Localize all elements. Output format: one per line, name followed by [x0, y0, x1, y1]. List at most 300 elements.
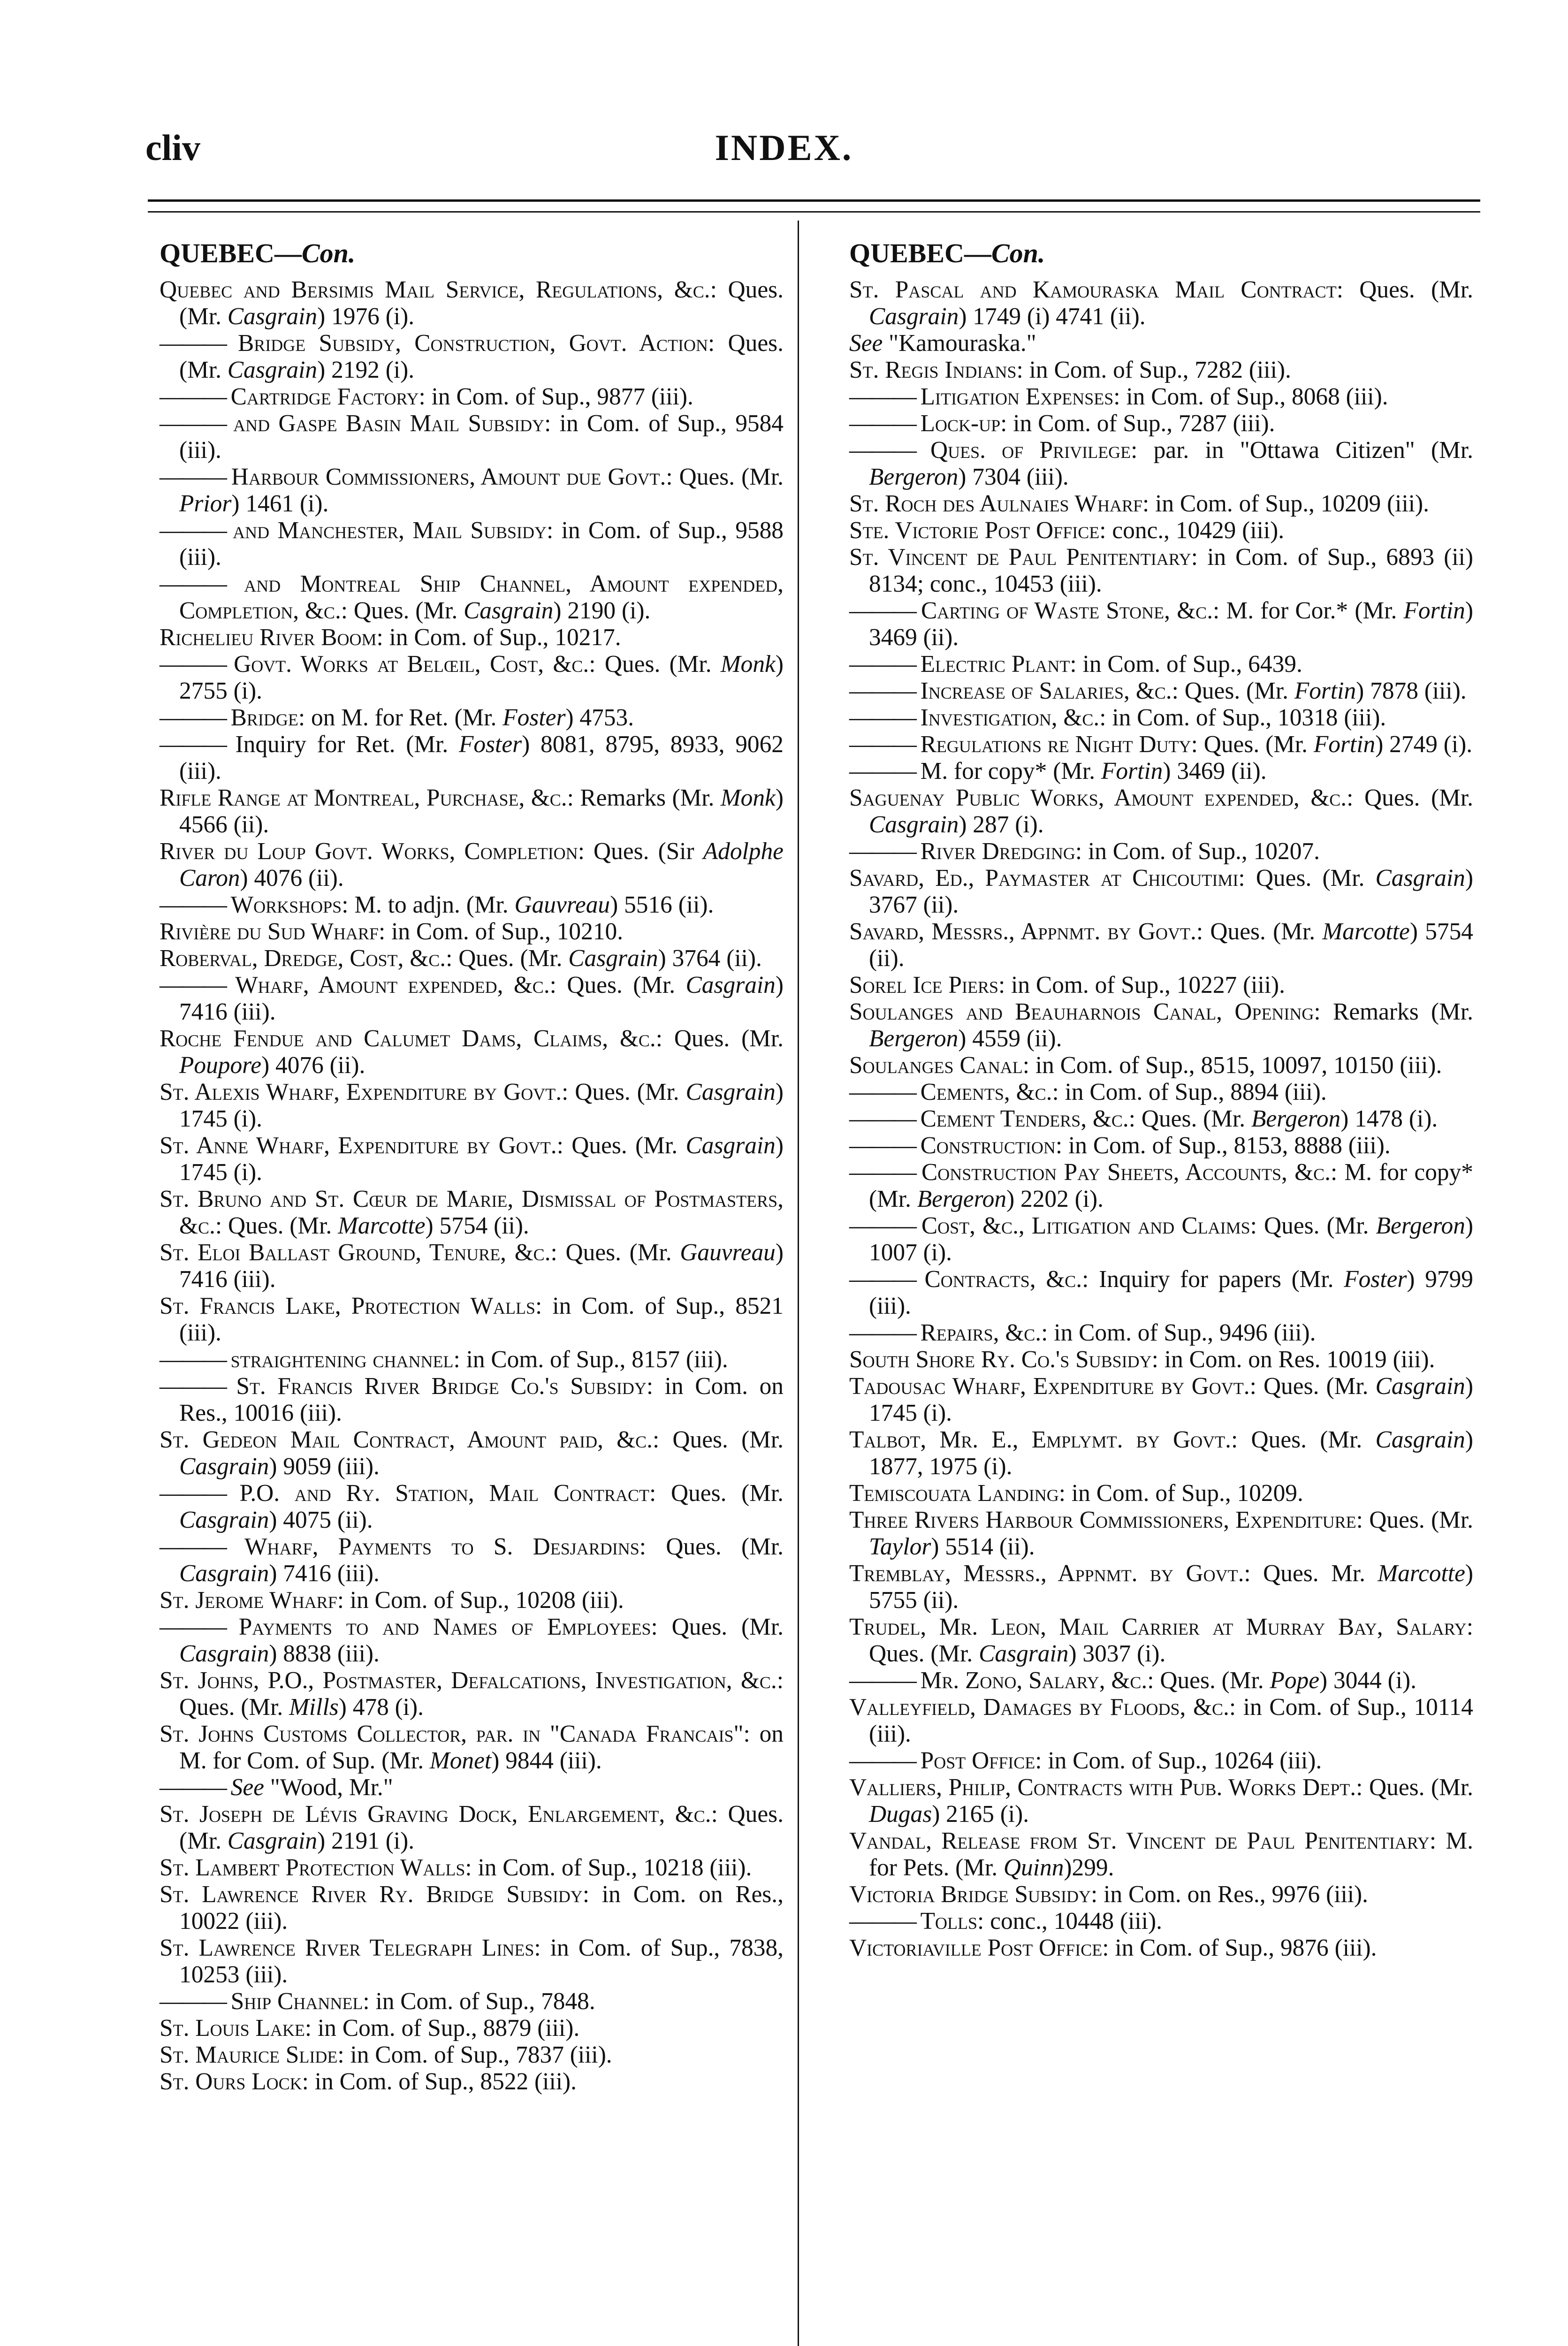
entry-reference: : Ques. (Mr.	[1172, 678, 1294, 704]
entry-heading: Ste. Victorie Post Office	[849, 517, 1100, 544]
entry-reference: : in Com. of Sup., 6439.	[1070, 651, 1302, 678]
entry-reference: : in Com. of Sup., 10227 (iii).	[998, 972, 1285, 998]
entry-reference: : Ques. (Mr.	[639, 1533, 784, 1560]
index-entry	[849, 1828, 1473, 1881]
entry-dash: ———	[160, 1480, 225, 1507]
column-heading-text: QUEBEC—	[849, 238, 991, 268]
index-entry	[160, 1079, 784, 1132]
entry-reference: : in Com. of Sup., 10209.	[1058, 1480, 1303, 1507]
entry-member: Foster	[1344, 1266, 1407, 1293]
entry-reference: : Ques. (Mr.	[666, 464, 784, 490]
column-heading	[849, 237, 1473, 270]
entry-reference: : Remarks (Mr.	[567, 785, 721, 811]
index-entry	[160, 517, 784, 571]
entry-dash: ———	[849, 1908, 914, 1935]
entry-reference-tail: ) 1745 (i).	[179, 1079, 784, 1132]
entry-reference-tail: ) 2190 (i).	[553, 597, 651, 624]
entry-heading: straightening channel	[230, 1346, 454, 1373]
entry-member: Monet	[429, 1747, 492, 1774]
entry-member: Gauvreau	[680, 1239, 776, 1266]
index-entry	[160, 410, 784, 464]
entry-reference-tail: "Wood, Mr."	[264, 1774, 393, 1801]
entry-reference: : in Com. on Res., 10022 (iii).	[179, 1881, 784, 1935]
entry-reference-tail: ) 2202 (i).	[1006, 1186, 1104, 1212]
entry-reference: : Ques. (Mr.	[179, 1667, 784, 1721]
entry-reference: : M. for Pets. (Mr.	[869, 1828, 1473, 1881]
entry-member: Casgrain	[685, 1132, 776, 1159]
entry-reference: : in Com. of Sup., 8522 (iii).	[302, 2068, 577, 2095]
entry-reference-tail: ) 7416 (iii).	[269, 1560, 380, 1587]
entry-dash: ———	[849, 704, 914, 731]
index-entry	[160, 1587, 784, 1614]
entry-member: Foster	[458, 731, 522, 758]
index-entry	[849, 437, 1473, 490]
index-entry	[160, 1988, 784, 2015]
entry-heading: St. Johns Customs Collector, par. in "Canada Francais"	[160, 1721, 744, 1747]
entry-member: Casgrain	[464, 597, 554, 624]
index-entry	[849, 330, 1473, 357]
index-entry	[849, 1774, 1473, 1828]
entry-member: Bergeron	[1376, 1212, 1465, 1239]
index-entry	[849, 1105, 1473, 1132]
entry-reference-tail: ) 2192 (i).	[317, 357, 415, 383]
entry-heading: Talbot, Mr. E., Emplymt. by Govt.	[849, 1426, 1231, 1453]
entry-heading: St. Joseph de Lévis Graving Dock, Enlargement, &c.	[160, 1801, 711, 1828]
index-entry	[849, 838, 1473, 865]
index-entry	[849, 410, 1473, 437]
entry-reference: : M. to adjn. (Mr.	[342, 891, 515, 918]
entry-reference-tail: ) 8081, 8795, 8933, 9062 (iii).	[179, 731, 784, 785]
entry-dash: ———	[160, 383, 225, 410]
index-entry	[160, 330, 784, 383]
entry-heading: Mr. Zono, Salary, &c.	[920, 1667, 1148, 1694]
entry-member: Marcotte	[1322, 918, 1410, 945]
entry-dash: ———	[160, 651, 225, 678]
entry-dash: ———	[849, 651, 914, 678]
entry-member: Casgrain	[1375, 1426, 1465, 1453]
index-entry	[160, 2015, 784, 2041]
entry-heading: St. Eloi Ballast Ground, Tenure, &c.	[160, 1239, 551, 1266]
index-entry	[849, 490, 1473, 517]
index-entry	[849, 544, 1473, 597]
entry-reference: : Ques. (Mr.	[1336, 276, 1473, 303]
index-entry	[160, 1346, 784, 1373]
entry-heading: Repairs, &c.	[920, 1319, 1042, 1346]
entry-reference: : in Com. of Sup., 10318 (iii).	[1099, 704, 1386, 731]
index-entry	[849, 1159, 1473, 1212]
entry-reference: : in Com. of Sup., 9876 (iii).	[1102, 1935, 1377, 1961]
entry-dash: ———	[849, 1079, 914, 1105]
entry-heading: and Manchester, Mail Subsidy	[233, 517, 547, 544]
entry-reference: : Ques. (Mr.	[649, 1480, 784, 1507]
index-entry	[849, 1079, 1473, 1105]
entry-reference: : Ques. (Mr.	[655, 1025, 784, 1052]
index-entry	[160, 1721, 784, 1774]
entry-heading: Electric Plant	[920, 651, 1070, 678]
entry-member: Casgrain	[685, 972, 776, 998]
index-entry	[849, 1319, 1473, 1346]
entry-dash: ———	[160, 1533, 225, 1560]
index-entry	[849, 998, 1473, 1052]
entry-dash: ———	[160, 972, 225, 998]
column-heading-suffix: Con.	[991, 238, 1045, 268]
entry-reference: : in Com. of Sup., 10210.	[378, 918, 624, 945]
entry-reference: : in Com. of Sup., 8894 (iii).	[1052, 1079, 1327, 1105]
entry-heading: St. Ours Lock	[160, 2068, 302, 2095]
entry-dash: ———	[849, 731, 914, 758]
entry-reference: : Ques. (Mr.	[550, 1239, 680, 1266]
index-entry	[849, 1694, 1473, 1747]
entry-reference-tail: ) 5514 (ii).	[931, 1533, 1035, 1560]
entry-reference-tail: ) 4566 (ii).	[179, 785, 784, 838]
index-entry	[160, 383, 784, 410]
entry-member: Quinn	[1003, 1854, 1064, 1881]
entry-heading: Workshops	[230, 891, 342, 918]
entry-dash: ———	[160, 517, 225, 544]
entry-heading: Victoria Bridge Subsidy	[849, 1881, 1091, 1908]
entry-reference: : Inquiry for papers (Mr.	[1082, 1266, 1344, 1293]
index-entry	[160, 571, 784, 624]
index-entry	[160, 276, 784, 330]
entry-heading: Tolls	[920, 1908, 978, 1935]
entry-reference: : Ques. (Mr.	[179, 1801, 784, 1854]
entry-dash: ———	[160, 1373, 225, 1400]
entry-reference-tail: ) 1976 (i).	[317, 303, 415, 330]
entry-heading: and Montreal Ship Channel, Amount expended, Completion, &c.	[179, 571, 784, 624]
index-entry	[160, 731, 784, 785]
entry-heading: Contracts, &c.	[924, 1266, 1082, 1293]
index-entry	[849, 1908, 1473, 1935]
entry-reference: : in Com. of Sup., 10264 (iii).	[1035, 1747, 1322, 1774]
entry-heading: Bridge	[230, 704, 298, 731]
entry-reference-tail: ) 5516 (ii).	[610, 891, 714, 918]
index-entry	[849, 1614, 1473, 1667]
index-entry	[160, 1186, 784, 1239]
entry-reference: : Ques. (Mr.	[1249, 1373, 1376, 1400]
entry-heading: St. Louis Lake	[160, 2015, 305, 2041]
entry-reference: : in Com. of Sup., 6893 (ii) 8134; conc., 10453 (iii).	[869, 544, 1474, 597]
entry-heading: Bridge Subsidy, Construction, Govt. Action	[238, 330, 708, 357]
entry-dash: ———	[160, 1614, 225, 1640]
entry-reference: : in Com. on Res. 10019 (iii).	[1151, 1346, 1435, 1373]
entry-reference: : Ques. (Mr.	[179, 330, 784, 383]
entry-member: Casgrain	[1375, 865, 1465, 891]
entry-reference: : in Com. of Sup., 10209 (iii).	[1142, 490, 1429, 517]
entry-reference: : in Com. of Sup., 9496 (iii).	[1041, 1319, 1316, 1346]
index-entry	[160, 624, 784, 651]
entry-dash: ———	[160, 1988, 225, 2015]
entry-dash: ———	[160, 571, 225, 597]
entry-heading: Lock-up	[920, 410, 1001, 437]
index-entry	[160, 1373, 784, 1426]
entry-dash: ———	[849, 1747, 914, 1774]
index-entry	[160, 918, 784, 945]
entry-member: Mills	[289, 1694, 339, 1721]
entry-heading: Victoriaville Post Office	[849, 1935, 1103, 1961]
entry-heading: Ship Channel	[230, 1988, 363, 2015]
index-entry	[849, 1935, 1473, 1961]
entry-reference: : in Com. of Sup., 10208 (iii).	[337, 1587, 624, 1614]
entry-heading: Post Office	[920, 1747, 1035, 1774]
entry-reference-tail: ) 2755 (i).	[179, 651, 784, 704]
index-entry	[849, 1266, 1473, 1319]
entry-heading: River du Loup Govt. Works, Completion	[160, 838, 578, 865]
entry-dash: ———	[849, 1212, 914, 1239]
entry-reference: : Ques. (Mr.	[1128, 1105, 1251, 1132]
column-heading-text: QUEBEC—	[160, 238, 302, 268]
entry-reference: : Ques. (Mr.	[652, 1426, 784, 1453]
entry-dash: ———	[160, 891, 225, 918]
entry-heading: St. Vincent de Paul Penitentiary	[849, 544, 1191, 571]
entry-heading: Increase of Salaries, &c.	[920, 678, 1172, 704]
index-entry	[160, 1025, 784, 1079]
entry-reference-tail: ) 287 (i).	[959, 811, 1044, 838]
header-rule-thin	[148, 211, 1480, 213]
index-entry	[160, 2041, 784, 2068]
index-entry	[160, 785, 784, 838]
entry-member: Bergeron	[869, 464, 959, 490]
entry-reference: : in Com. of Sup., 7848.	[363, 1988, 595, 2015]
entry-dash: ———	[160, 1774, 225, 1801]
entry-heading: Richelieu River Boom	[160, 624, 377, 651]
index-entry	[849, 1346, 1473, 1373]
entry-reference: : on M. for Com. of Sup. (Mr.	[179, 1721, 784, 1774]
entry-heading: River Dredging	[920, 838, 1075, 865]
index-entry	[849, 865, 1473, 918]
entry-reference: : Ques. (Mr.	[1196, 918, 1323, 945]
index-entry	[160, 704, 784, 731]
index-entry	[849, 1667, 1473, 1694]
entry-reference: : in Com. of Sup., 7837 (iii).	[337, 2041, 612, 2068]
entry-reference: : Ques. (Mr.	[215, 1212, 338, 1239]
entry-dash: ———	[160, 704, 225, 731]
index-entry	[160, 651, 784, 704]
entry-heading: Quebec and Bersimis Mail Service, Regulations, &c.	[160, 276, 710, 303]
entry-dash: ———	[160, 464, 225, 490]
index-entry	[160, 1854, 784, 1881]
entry-reference-tail: )299.	[1064, 1854, 1114, 1881]
entry-reference-tail: ) 1007 (i).	[869, 1212, 1474, 1266]
index-entry	[160, 1801, 784, 1854]
entry-heading: St. Gedeon Mail Contract, Amount paid, &c.	[160, 1426, 653, 1453]
entry-dash: ———	[849, 383, 914, 410]
index-entry	[160, 1239, 784, 1293]
column-divider	[798, 221, 799, 2346]
entry-reference: : Ques. Mr.	[1244, 1560, 1378, 1587]
entry-dash: ———	[849, 1132, 914, 1159]
entry-reference-tail: ) 2191 (i).	[317, 1828, 415, 1854]
entry-member: Bergeron	[1251, 1105, 1341, 1132]
entry-reference: : in Com. of Sup., 8068 (iii).	[1113, 383, 1388, 410]
entry-member: Casgrain	[685, 1079, 776, 1105]
entry-member: Casgrain	[179, 1560, 269, 1587]
entry-reference-tail: ) 4075 (ii).	[269, 1507, 373, 1533]
index-entry	[160, 1614, 784, 1667]
entry-reference: : Ques. (Mr.	[556, 1132, 686, 1159]
index-entry	[849, 1212, 1473, 1266]
entry-heading: Vandal, Release from St. Vincent de Paul Penitentiary	[849, 1828, 1430, 1854]
index-entry	[160, 1667, 784, 1721]
entry-reference: : in Com. of Sup., 10207.	[1075, 838, 1320, 865]
entry-heading: Cost, &c., Litigation and Claims	[921, 1212, 1250, 1239]
entry-member: Casgrain	[227, 1828, 318, 1854]
entry-reference: : in Com. of Sup., 8157 (iii).	[453, 1346, 728, 1373]
entry-reference-tail: ) 4076 (ii).	[240, 865, 344, 891]
entry-reference: M. for copy* (Mr.	[920, 758, 1102, 785]
index-entry	[849, 785, 1473, 838]
entry-reference: : Ques. (Mr.	[179, 276, 784, 330]
index-entry	[160, 2068, 784, 2095]
entry-reference: : Ques. (Mr.	[869, 1614, 1473, 1667]
entry-reference: : Ques. (Mr.	[549, 972, 686, 998]
entry-reference-tail: ) 2165 (i).	[932, 1801, 1029, 1828]
entry-heading: Construction Pay Sheets, Accounts, &c.	[921, 1159, 1331, 1186]
entry-heading: Investigation, &c.	[920, 704, 1100, 731]
entry-heading: Wharf, Payments to S. Desjardins	[244, 1533, 639, 1560]
entry-heading: Construction	[920, 1132, 1056, 1159]
entry-heading: Rifle Range at Montreal, Purchase, &c.	[160, 785, 567, 811]
entry-heading: St. Maurice Slide	[160, 2041, 338, 2068]
entry-heading: Litigation Expenses	[920, 383, 1114, 410]
entry-member: Dugas	[869, 1801, 932, 1828]
entry-heading: Saguenay Public Works, Amount expended, &c.	[849, 785, 1347, 811]
entry-heading: Soulanges and Beauharnois Canal, Opening	[849, 998, 1314, 1025]
entry-reference: : Ques. (Mr.	[1356, 1507, 1473, 1533]
entry-member: Monk	[720, 651, 776, 678]
entry-reference: : Ques. (Mr.	[562, 1079, 686, 1105]
entry-reference: : in Com. of Sup., 10217.	[376, 624, 621, 651]
entry-reference-tail: ) 1745 (i).	[869, 1373, 1474, 1426]
entry-reference-tail: "Kamouraska."	[883, 330, 1036, 357]
entry-dash: ———	[160, 330, 225, 357]
entry-heading: and Gaspe Basin Mail Subsidy	[233, 410, 545, 437]
entry-member: Casgrain	[179, 1453, 269, 1480]
index-entry	[849, 731, 1473, 758]
entry-dash: ———	[160, 410, 225, 437]
index-entry	[849, 1052, 1473, 1079]
entry-reference-tail: ) 4076 (ii).	[261, 1052, 365, 1079]
entry-heading: Trudel, Mr. Leon, Mail Carrier at Murray Bay, Salary	[849, 1614, 1467, 1640]
entry-dash: ———	[849, 1667, 914, 1694]
entry-member: Taylor	[869, 1533, 931, 1560]
entry-reference: : par. in "Ottawa Citizen" (Mr.	[1131, 437, 1473, 464]
index-entry	[160, 1774, 784, 1801]
index-entry	[160, 1426, 784, 1480]
entry-reference-tail: ) 9059 (iii).	[269, 1453, 380, 1480]
entry-reference: : in Com. of Sup., 7282 (iii).	[1016, 357, 1291, 383]
column-heading	[160, 237, 784, 270]
entry-member: Monk	[720, 785, 776, 811]
entry-member: Casgrain	[179, 1640, 269, 1667]
index-entry	[160, 1480, 784, 1533]
entry-list	[849, 276, 1473, 1961]
index-entry	[849, 597, 1473, 651]
index-entry	[849, 1881, 1473, 1908]
entry-heading: South Shore Ry. Co.'s Subsidy	[849, 1346, 1152, 1373]
entry-heading: Roche Fendue and Calumet Dams, Claims, &c.	[160, 1025, 656, 1052]
left-column	[160, 237, 784, 2095]
entry-reference: : Ques. (Mr.	[1250, 1212, 1376, 1239]
entry-reference-tail: ) 7416 (iii).	[179, 1239, 784, 1293]
entry-heading: Sorel Ice Piers	[849, 972, 998, 998]
entry-member: See	[230, 1774, 264, 1801]
entry-dash: ———	[160, 1346, 225, 1373]
entry-heading: Cements, &c.	[920, 1079, 1052, 1105]
entry-heading: Savard, Ed., Paymaster at Chicoutimi	[849, 865, 1239, 891]
index-entry	[849, 972, 1473, 998]
entry-list	[160, 276, 784, 2095]
entry-heading: Govt. Works at Belœil, Cost, &c.	[234, 651, 589, 678]
index-entry	[160, 838, 784, 891]
entry-reference-tail: ) 4559 (ii).	[958, 1025, 1062, 1052]
entry-reference-tail: ) 5754 (ii).	[869, 918, 1474, 972]
entry-reference: : Remarks (Mr.	[1314, 998, 1473, 1025]
entry-reference: : in Com. of Sup., 10114 (iii).	[869, 1694, 1474, 1747]
entry-heading: Wharf, Amount expended, &c.	[235, 972, 550, 998]
entry-reference: : M. for Cor.* (Mr.	[1213, 597, 1404, 624]
index-entry	[849, 678, 1473, 704]
entry-member: Casgrain	[869, 811, 959, 838]
entry-heading: St. Roch des Aulnaies Wharf	[849, 490, 1142, 517]
entry-heading: St. Bruno and St. Cœur de Marie, Dismissal of Postmasters, &c.	[160, 1186, 784, 1239]
entry-reference: : Ques. (Mr.	[1191, 731, 1314, 758]
entry-heading: Rivière du Sud Wharf	[160, 918, 379, 945]
index-entry	[160, 891, 784, 918]
entry-heading: St. Jerome Wharf	[160, 1587, 337, 1614]
entry-reference: : in Com. of Sup., 9588 (iii).	[179, 517, 784, 571]
entry-reference: : in Com. on Res., 10016 (iii).	[179, 1373, 784, 1426]
entry-heading: St. Francis Lake, Protection Walls	[160, 1293, 535, 1319]
index-entry	[160, 1935, 784, 1988]
entry-member: Casgrain	[869, 303, 959, 330]
entry-dash: ———	[849, 678, 914, 704]
entry-member: Casgrain	[179, 1507, 269, 1533]
entry-heading: P.O. and Ry. Station, Mail Contract	[239, 1480, 650, 1507]
entry-reference-tail: ) 8838 (iii).	[269, 1640, 380, 1667]
entry-reference-tail: ) 3469 (ii).	[1163, 758, 1267, 785]
index-entry	[849, 704, 1473, 731]
entry-dash: ———	[849, 410, 914, 437]
entry-heading: St. Regis Indians	[849, 357, 1017, 383]
entry-heading: Payments to and Names of Employees	[238, 1614, 651, 1640]
entry-dash: ———	[849, 758, 914, 785]
entry-member: Fortin	[1294, 678, 1356, 704]
index-entry	[160, 1881, 784, 1935]
entry-reference-tail: ) 3469 (ii).	[869, 597, 1473, 651]
entry-heading: St. Pascal and Kamouraska Mail Contract	[849, 276, 1337, 303]
entry-member: Marcotte	[338, 1212, 426, 1239]
entry-heading: Tremblay, Messrs., Appnmt. by Govt.	[849, 1560, 1244, 1587]
entry-heading: Cement Tenders, &c.	[920, 1105, 1129, 1132]
entry-dash: ———	[849, 597, 914, 624]
entry-member: Poupore	[179, 1052, 262, 1079]
index-entry	[849, 758, 1473, 785]
entry-reference-tail: ) 3044 (i).	[1319, 1667, 1416, 1694]
entry-reference: : Ques. (Mr.	[1147, 1667, 1270, 1694]
entry-reference: : Ques. (Mr.	[651, 1614, 784, 1640]
entry-reference-tail: ) 1877, 1975 (i).	[869, 1426, 1474, 1480]
entry-reference: : Ques. (Mr.	[1347, 785, 1474, 811]
entry-reference-tail: ) 1461 (i).	[231, 490, 329, 517]
entry-heading: Soulanges Canal	[849, 1052, 1023, 1079]
entry-reference: : in Com. of Sup., 9877 (iii).	[419, 383, 693, 410]
entry-heading: Valleyfield, Damages by Floods, &c.	[849, 1694, 1229, 1721]
entry-reference-tail: ) 9799 (iii).	[869, 1266, 1474, 1319]
entry-heading: Ques. of Privilege	[930, 437, 1131, 464]
entry-reference: : conc., 10448 (iii).	[977, 1908, 1162, 1935]
entry-reference: : Ques. (Mr.	[341, 597, 464, 624]
entry-member: Casgrain	[1375, 1373, 1465, 1400]
